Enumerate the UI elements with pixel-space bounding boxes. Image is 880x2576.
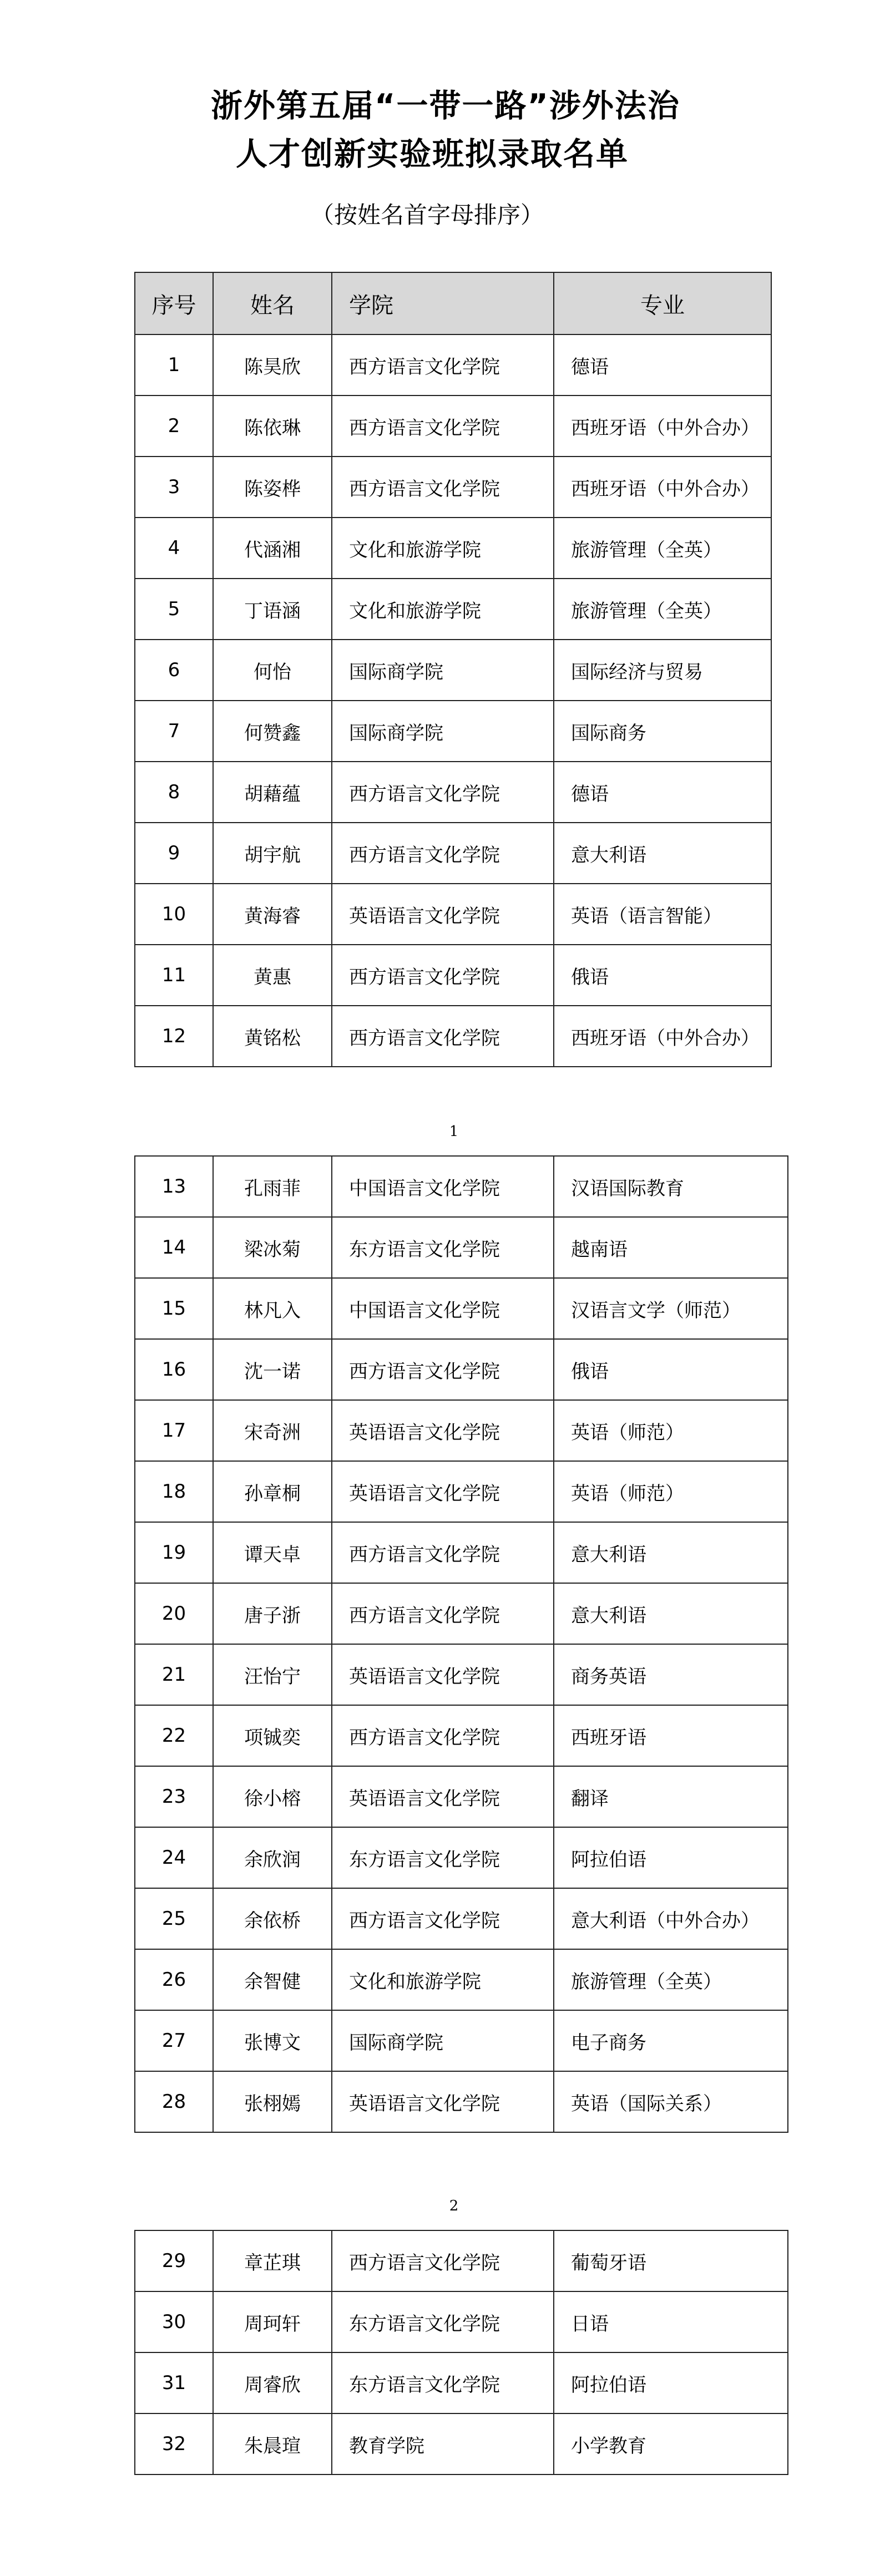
row-number: 5 (135, 579, 213, 640)
student-name: 谭天卓 (213, 1522, 332, 1583)
student-name: 唐子浙 (213, 1583, 332, 1644)
table-row (135, 334, 771, 395)
student-name: 周珂轩 (213, 2291, 332, 2352)
major-name: 英语（语言智能） (554, 884, 771, 945)
row-number: 15 (135, 1278, 213, 1339)
row-number: 32 (135, 2413, 213, 2474)
row-number: 11 (135, 945, 213, 1006)
student-name: 余智健 (213, 1949, 332, 2010)
row-number: 17 (135, 1400, 213, 1461)
student-name: 陈昊欣 (213, 334, 332, 395)
row-number: 4 (135, 518, 213, 579)
table-row (135, 884, 771, 945)
major-name: 国际商务 (554, 701, 771, 762)
college-name: 西方语言文化学院 (332, 395, 554, 457)
table-row (135, 2230, 788, 2291)
row-number: 14 (135, 1217, 213, 1278)
header-name: 姓名 (213, 272, 332, 334)
major-name: 意大利语 (554, 1522, 788, 1583)
student-name: 何赞鑫 (213, 701, 332, 762)
college-name: 西方语言文化学院 (332, 2230, 554, 2291)
major-name: 小学教育 (554, 2413, 788, 2474)
major-name: 商务英语 (554, 1644, 788, 1705)
major-name: 汉语言文学（师范） (554, 1278, 788, 1339)
college-name: 文化和旅游学院 (332, 579, 554, 640)
major-name: 西班牙语（中外合办） (554, 457, 771, 518)
row-number: 31 (135, 2352, 213, 2413)
student-name: 陈依琳 (213, 395, 332, 457)
major-name: 英语（国际关系） (554, 2071, 788, 2132)
table-row (135, 1400, 788, 1461)
student-name: 梁冰菊 (213, 1217, 332, 1278)
roster-table-page-2 (134, 1155, 788, 2133)
student-name: 林凡入 (213, 1278, 332, 1339)
student-name: 汪怡宁 (213, 1644, 332, 1705)
table-row (135, 1583, 788, 1644)
table-row (135, 518, 771, 579)
student-name: 宋奇洲 (213, 1400, 332, 1461)
student-name: 胡藉蕴 (213, 762, 332, 823)
student-name: 徐小榕 (213, 1766, 332, 1827)
table-row (135, 1827, 788, 1888)
table-row (135, 1461, 788, 1522)
table-row (135, 1156, 788, 1217)
student-name: 黄铭松 (213, 1006, 332, 1067)
major-name: 阿拉伯语 (554, 1827, 788, 1888)
major-name: 旅游管理（全英） (554, 1949, 788, 2010)
major-name: 日语 (554, 2291, 788, 2352)
student-name: 张博文 (213, 2010, 332, 2071)
table-row (135, 640, 771, 701)
major-name: 英语（师范） (554, 1461, 788, 1522)
table-row (135, 1006, 771, 1067)
major-name: 旅游管理（全英） (554, 579, 771, 640)
major-name: 俄语 (554, 1339, 788, 1400)
row-number: 23 (135, 1766, 213, 1827)
college-name: 西方语言文化学院 (332, 1888, 554, 1949)
row-number: 16 (135, 1339, 213, 1400)
college-name: 东方语言文化学院 (332, 1217, 554, 1278)
major-name: 意大利语 (554, 1583, 788, 1644)
student-name: 余欣润 (213, 1827, 332, 1888)
student-name: 沈一诺 (213, 1339, 332, 1400)
row-number: 20 (135, 1583, 213, 1644)
college-name: 西方语言文化学院 (332, 823, 554, 884)
table-row (135, 457, 771, 518)
college-name: 英语语言文化学院 (332, 1400, 554, 1461)
major-name: 旅游管理（全英） (554, 518, 771, 579)
row-number: 26 (135, 1949, 213, 2010)
row-number: 19 (135, 1522, 213, 1583)
student-name: 余依桥 (213, 1888, 332, 1949)
college-name: 国际商学院 (332, 2010, 554, 2071)
document-title-line2: 人才创新实验班拟录取名单 (236, 136, 629, 173)
row-number: 21 (135, 1644, 213, 1705)
student-name: 代涵湘 (213, 518, 332, 579)
college-name: 英语语言文化学院 (332, 1461, 554, 1522)
page-number: 1 (449, 1123, 459, 1140)
college-name: 西方语言文化学院 (332, 1583, 554, 1644)
college-name: 教育学院 (332, 2413, 554, 2474)
row-number: 2 (135, 395, 213, 457)
document-title-line1: 浙外第五届“一带一路”涉外法治 (211, 88, 680, 124)
student-name: 何怡 (213, 640, 332, 701)
college-name: 西方语言文化学院 (332, 1705, 554, 1766)
college-name: 西方语言文化学院 (332, 1522, 554, 1583)
row-number: 6 (135, 640, 213, 701)
college-name: 西方语言文化学院 (332, 457, 554, 518)
row-number: 24 (135, 1827, 213, 1888)
college-name: 英语语言文化学院 (332, 884, 554, 945)
row-number: 27 (135, 2010, 213, 2071)
college-name: 英语语言文化学院 (332, 1766, 554, 1827)
major-name: 德语 (554, 334, 771, 395)
student-name: 孙章桐 (213, 1461, 332, 1522)
college-name: 英语语言文化学院 (332, 1644, 554, 1705)
college-name: 英语语言文化学院 (332, 2071, 554, 2132)
major-name: 意大利语 (554, 823, 771, 884)
header-major: 专业 (554, 272, 771, 334)
table-row (135, 2413, 788, 2474)
document-subtitle: （按姓名首字母排序） (311, 201, 544, 229)
major-name: 西班牙语 (554, 1705, 788, 1766)
table-row (135, 1339, 788, 1400)
table-row (135, 1644, 788, 1705)
major-name: 翻译 (554, 1766, 788, 1827)
table-row (135, 1949, 788, 2010)
college-name: 西方语言文化学院 (332, 1339, 554, 1400)
table-row (135, 579, 771, 640)
major-name: 德语 (554, 762, 771, 823)
major-name: 阿拉伯语 (554, 2352, 788, 2413)
row-number: 29 (135, 2230, 213, 2291)
header-no: 序号 (135, 272, 213, 334)
student-name: 胡宇航 (213, 823, 332, 884)
major-name: 俄语 (554, 945, 771, 1006)
table-row (135, 2071, 788, 2132)
student-name: 朱晨瑄 (213, 2413, 332, 2474)
college-name: 西方语言文化学院 (332, 945, 554, 1006)
student-name: 章芷琪 (213, 2230, 332, 2291)
table-row (135, 762, 771, 823)
college-name: 文化和旅游学院 (332, 518, 554, 579)
row-number: 9 (135, 823, 213, 884)
major-name: 西班牙语（中外合办） (554, 395, 771, 457)
table-row (135, 1278, 788, 1339)
student-name: 丁语涵 (213, 579, 332, 640)
row-number: 1 (135, 334, 213, 395)
table-row (135, 701, 771, 762)
row-number: 13 (135, 1156, 213, 1217)
table-row (135, 1217, 788, 1278)
major-name: 西班牙语（中外合办） (554, 1006, 771, 1067)
roster-table-page-1 (134, 272, 772, 1067)
row-number: 25 (135, 1888, 213, 1949)
table-row (135, 1888, 788, 1949)
major-name: 电子商务 (554, 2010, 788, 2071)
row-number: 7 (135, 701, 213, 762)
row-number: 30 (135, 2291, 213, 2352)
table-row (135, 1766, 788, 1827)
row-number: 3 (135, 457, 213, 518)
student-name: 项铖奕 (213, 1705, 332, 1766)
table-row (135, 1705, 788, 1766)
row-number: 8 (135, 762, 213, 823)
college-name: 国际商学院 (332, 701, 554, 762)
table-header-row (135, 272, 771, 334)
major-name: 越南语 (554, 1217, 788, 1278)
table-row (135, 2291, 788, 2352)
major-name: 意大利语（中外合办） (554, 1888, 788, 1949)
page-number: 2 (449, 2198, 459, 2214)
college-name: 中国语言文化学院 (332, 1156, 554, 1217)
college-name: 国际商学院 (332, 640, 554, 701)
college-name: 东方语言文化学院 (332, 2352, 554, 2413)
major-name: 汉语国际教育 (554, 1156, 788, 1217)
student-name: 张栩嫣 (213, 2071, 332, 2132)
table-row (135, 823, 771, 884)
header-college: 学院 (332, 272, 554, 334)
college-name: 西方语言文化学院 (332, 1006, 554, 1067)
major-name: 葡萄牙语 (554, 2230, 788, 2291)
row-number: 10 (135, 884, 213, 945)
college-name: 西方语言文化学院 (332, 334, 554, 395)
table-row (135, 2010, 788, 2071)
student-name: 黄惠 (213, 945, 332, 1006)
student-name: 孔雨菲 (213, 1156, 332, 1217)
table-row (135, 1522, 788, 1583)
row-number: 18 (135, 1461, 213, 1522)
major-name: 国际经济与贸易 (554, 640, 771, 701)
roster-table-page-3 (134, 2230, 788, 2475)
college-name: 东方语言文化学院 (332, 2291, 554, 2352)
college-name: 西方语言文化学院 (332, 762, 554, 823)
student-name: 黄海睿 (213, 884, 332, 945)
major-name: 英语（师范） (554, 1400, 788, 1461)
row-number: 22 (135, 1705, 213, 1766)
college-name: 东方语言文化学院 (332, 1827, 554, 1888)
table-row (135, 945, 771, 1006)
college-name: 文化和旅游学院 (332, 1949, 554, 2010)
college-name: 中国语言文化学院 (332, 1278, 554, 1339)
student-name: 陈姿桦 (213, 457, 332, 518)
row-number: 28 (135, 2071, 213, 2132)
table-row (135, 2352, 788, 2413)
table-row (135, 395, 771, 457)
student-name: 周睿欣 (213, 2352, 332, 2413)
row-number: 12 (135, 1006, 213, 1067)
